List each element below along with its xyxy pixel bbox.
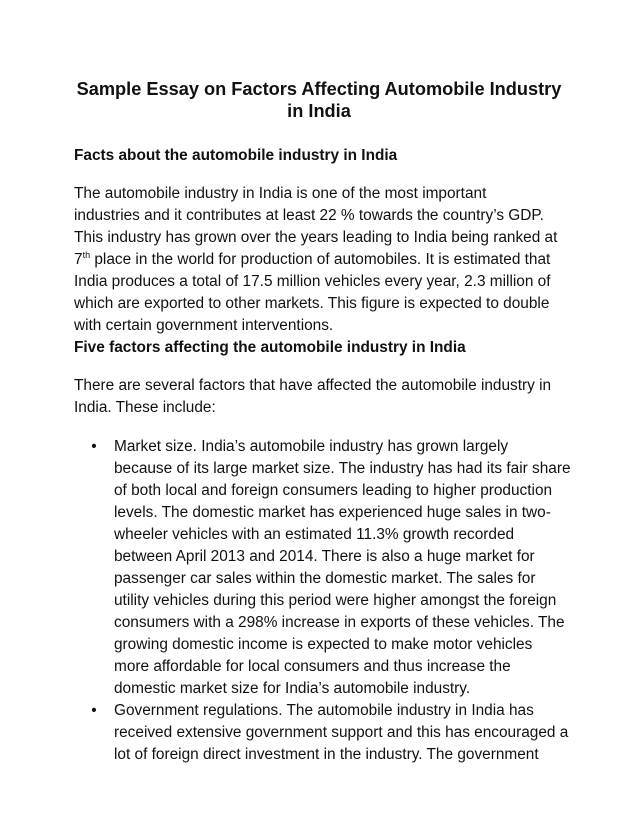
- list-item-government-regulations: [74, 700, 594, 766]
- list-item-line: Government regulations. The automobile industry in India has: [114, 702, 534, 719]
- paragraph-line: which are exported to other markets. This figure is expected to double: [74, 295, 550, 312]
- list-item-line: utility vehicles during this period were higher amongst the foreign: [114, 592, 557, 609]
- document-title: [74, 76, 564, 120]
- list-item-line: between April 2013 and 2014. There is also a huge market for: [114, 548, 535, 565]
- paragraph-line: with certain government interventions.: [74, 317, 334, 334]
- paragraph-line: India. These include:: [74, 399, 216, 416]
- list-item-line: growing domestic income is expected to make motor vehicles: [114, 636, 533, 653]
- list-item-line: domestic market size for India’s automobile industry.: [114, 680, 471, 697]
- list-item-line: wheeler vehicles with an estimated 11.3% growth recorded: [114, 526, 515, 543]
- list-item-line: levels. The domestic market has experienced huge sales in two-: [114, 504, 551, 521]
- paragraph-line: This industry has grown over the years leading to India being ranked at: [74, 229, 558, 246]
- list-item-market-size: [74, 436, 594, 700]
- list-item-line: passenger car sales within the domestic market. The sales for: [114, 570, 536, 587]
- list-item-line: consumers with a 298% increase in exports of these vehicles. The: [114, 614, 565, 631]
- title-line: in India: [287, 101, 351, 121]
- paragraph-line: industries and it contributes at least 22 % towards the country’s GDP.: [74, 207, 544, 224]
- list-item-line: lot of foreign direct investment in the industry. The government: [114, 746, 539, 763]
- rank-superscript: th: [82, 250, 91, 260]
- list-item-line: of both local and foreign consumers leading to higher production: [114, 482, 553, 499]
- list-item-line: because of its large market size. The industry has had its fair share: [114, 460, 571, 477]
- section-heading-facts: Facts about the automobile industry in India: [74, 147, 398, 164]
- rank-rest: place in the world for production of automobiles. It is estimated that: [90, 251, 551, 268]
- factors-list: [74, 436, 594, 766]
- facts-paragraph: [74, 183, 574, 337]
- rank-number: 7: [74, 251, 83, 268]
- title-line: Sample Essay on Factors Affecting Automobile Industry: [76, 79, 562, 99]
- paragraph-line: India produces a total of 17.5 million vehicles every year, 2.3 million of: [74, 273, 551, 290]
- factors-intro-paragraph: [74, 375, 574, 419]
- list-item-line: received extensive government support and this has encouraged a: [114, 724, 569, 741]
- list-item-line: Market size. India’s automobile industry has grown largely: [114, 438, 509, 455]
- paragraph-line: There are several factors that have affected the automobile industry in: [74, 377, 552, 394]
- bullet-icon: •: [91, 702, 97, 719]
- paragraph-line: The automobile industry in India is one of the most important: [74, 185, 487, 202]
- paragraph-line: [74, 249, 574, 271]
- bullet-icon: •: [91, 438, 97, 455]
- section-heading-factors: Five factors affecting the automobile industry in India: [74, 339, 466, 356]
- list-item-line: more affordable for local consumers and thus increase the: [114, 658, 511, 675]
